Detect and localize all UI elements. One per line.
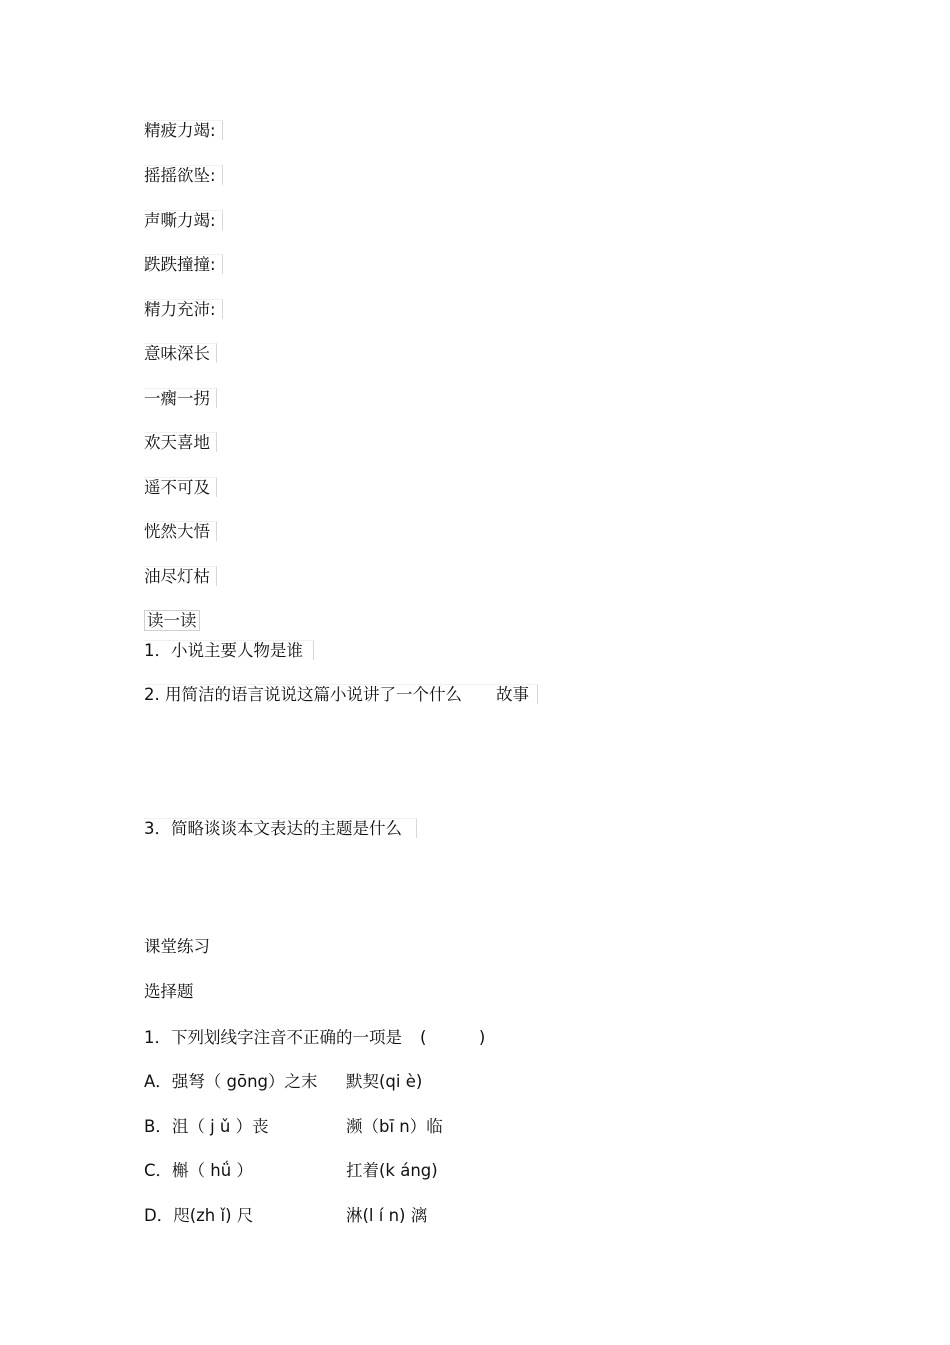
vocab-item <box>144 165 223 187</box>
vocab-label: 精疲力竭: <box>144 120 223 140</box>
question-3-text: 3．简略谈谈本文表达的主题是什么 <box>144 818 417 838</box>
option-c-right: 扛着(k áng) <box>346 1161 438 1180</box>
question-2 <box>144 684 538 706</box>
vocab-item <box>144 343 217 365</box>
vocab-label: 欢天喜地 <box>144 432 217 452</box>
vocab-label: 摇摇欲坠: <box>144 165 223 185</box>
read-section-title <box>144 610 200 632</box>
vocab-label: 恍然大悟 <box>144 521 217 541</box>
vocab-label: 精力充沛: <box>144 299 223 319</box>
vocab-item <box>144 299 223 321</box>
question-1-text: 1．小说主要人物是谁 <box>144 640 314 660</box>
vocab-item <box>144 254 223 276</box>
option-a-left: A．强弩（ gōng）之末 <box>144 1072 318 1091</box>
practice-subtitle: 选择题 <box>144 982 194 1001</box>
option-c-left: C．槲（ hǘ ） <box>144 1161 253 1180</box>
option-b-left: B．沮（ j ǔ ）丧 <box>144 1117 269 1136</box>
option-d-right: 淋(l í n) 漓 <box>346 1206 428 1225</box>
vocab-item <box>144 521 217 543</box>
option-d-left: D．咫(zh ǐ) 尺 <box>144 1206 254 1225</box>
vocab-item <box>144 388 217 410</box>
practice-title: 课堂练习 <box>144 937 210 956</box>
vocab-item <box>144 566 217 588</box>
question-3 <box>144 818 417 840</box>
vocab-item <box>144 477 217 499</box>
vocab-label: 意味深长 <box>144 343 217 363</box>
practice-question-text: 1．下列划线字注音不正确的一项是 <box>144 1028 402 1047</box>
vocab-item <box>144 120 223 142</box>
vocab-label: 遥不可及 <box>144 477 217 497</box>
question-2-part2: 故事 <box>496 685 529 704</box>
read-section-title-text: 读一读 <box>144 610 200 631</box>
question-1 <box>144 640 314 662</box>
practice-question <box>144 1027 485 1049</box>
vocab-label: 声嘶力竭: <box>144 210 223 230</box>
vocab-item <box>144 432 217 454</box>
vocab-label: 一瘸一拐 <box>144 388 217 408</box>
question-2-part1: 2. 用简洁的语言说说这篇小说讲了一个什么 <box>144 685 462 704</box>
answer-parentheses: ( ) <box>420 1028 486 1047</box>
question-2-text <box>144 684 538 704</box>
vocab-item <box>144 210 223 232</box>
vocab-label: 跌跌撞撞: <box>144 254 223 274</box>
option-a-right: 默契(qi è) <box>346 1072 423 1091</box>
option-b-right: 濒（bī n）临 <box>346 1117 443 1136</box>
vocab-label: 油尽灯枯 <box>144 566 217 586</box>
